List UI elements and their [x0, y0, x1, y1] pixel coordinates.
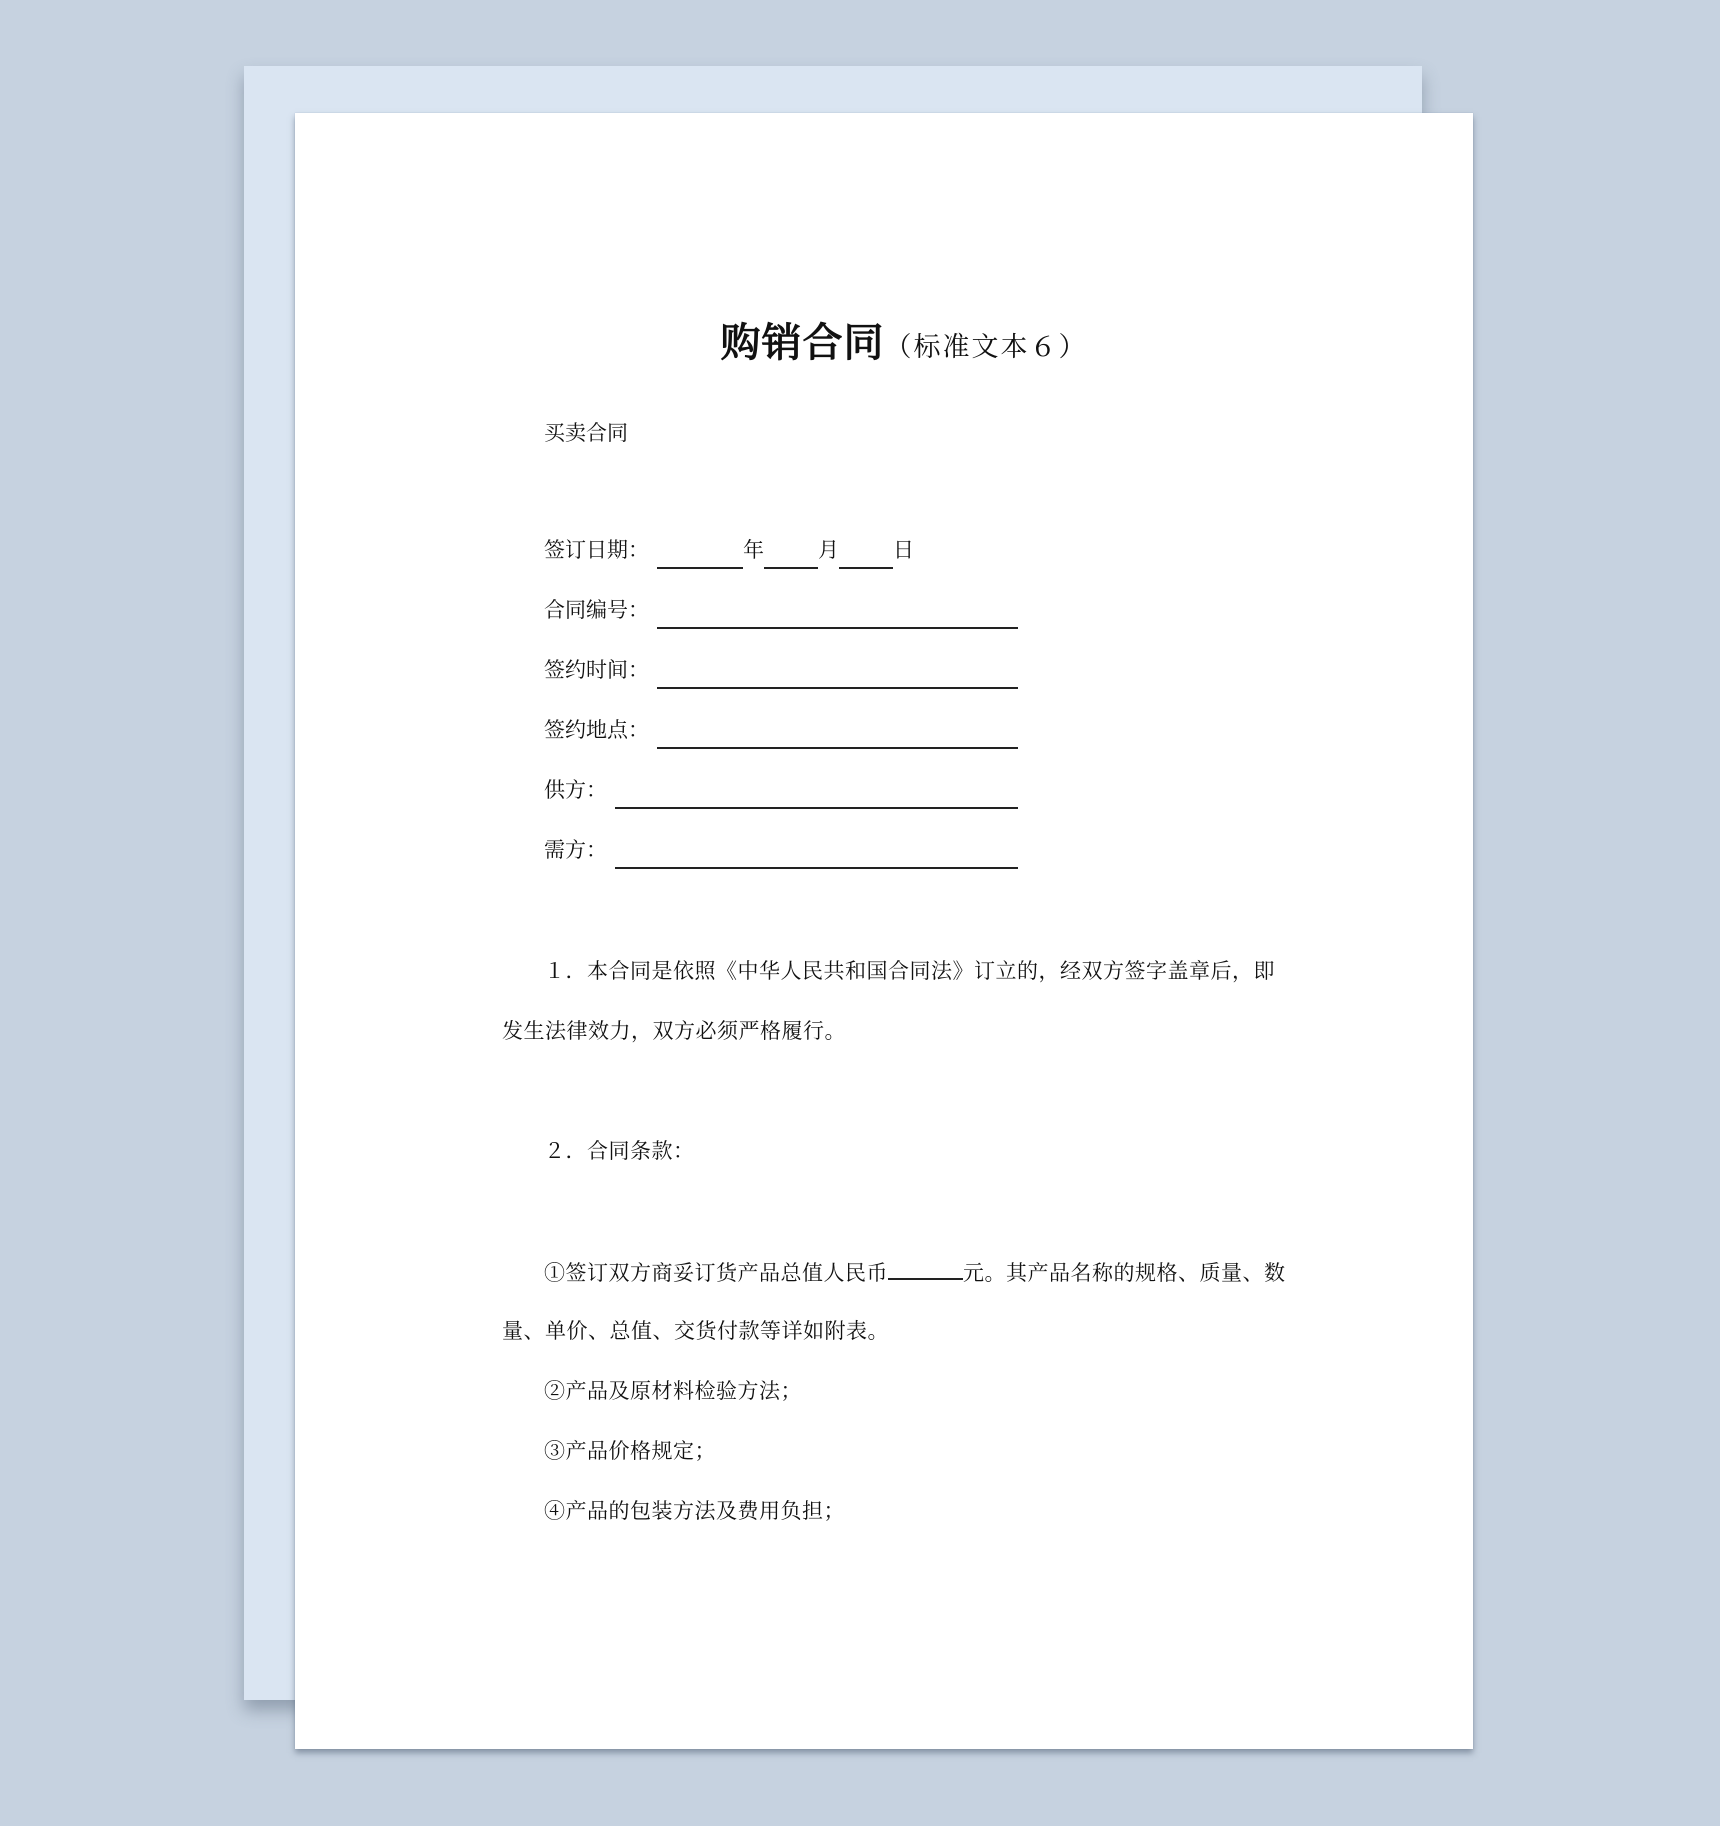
clause-1-line-1: １．本合同是依照《中华人民共和国合同法》订立的，经双方签字盖章后，即 — [544, 959, 1275, 983]
clause-2-heading: ２．合同条款： — [544, 1139, 695, 1163]
sign-time-blank[interactable] — [657, 663, 1018, 689]
sign-place-blank[interactable] — [657, 723, 1018, 749]
title-main: 购销合同 — [720, 320, 885, 366]
supplier-field — [544, 775, 1018, 805]
document-title — [295, 311, 1473, 368]
clause-2-item-1-continuation: 量、单价、总值、交货付款等详如附表。 — [502, 1319, 889, 1343]
clause-1-line-2: 发生法律效力，双方必须严格履行。 — [502, 1019, 846, 1043]
sign-date-year-blank[interactable] — [657, 543, 743, 569]
supplier-label: 供方： — [544, 778, 607, 802]
sign-place-field — [544, 715, 1018, 745]
month-unit: 月 — [818, 538, 839, 562]
sign-date-day-blank[interactable] — [839, 543, 893, 569]
clause-2-item-3: ③产品价格规定； — [544, 1439, 716, 1463]
total-value-blank[interactable] — [888, 1256, 963, 1280]
buyer-field — [544, 835, 1018, 865]
buyer-blank[interactable] — [615, 843, 1018, 869]
clause-2-item-1 — [544, 1256, 1286, 1288]
sign-date-field — [544, 535, 914, 565]
year-unit: 年 — [743, 538, 764, 562]
clause-2-item-4: ④产品的包装方法及费用负担； — [544, 1499, 845, 1523]
document-subtitle: 买卖合同 — [544, 421, 628, 445]
contract-no-label: 合同编号： — [544, 598, 649, 622]
sign-time-label: 签约时间： — [544, 658, 649, 682]
sign-date-label: 签订日期： — [544, 538, 649, 562]
document-page — [295, 113, 1473, 1749]
item-1-text-start: ①签订双方商妥订货产品总值人民币 — [544, 1261, 888, 1285]
item-1-text-end: 元。其产品名称的规格、质量、数 — [963, 1261, 1286, 1285]
buyer-label: 需方： — [544, 838, 607, 862]
contract-no-field — [544, 595, 1018, 625]
sign-time-field — [544, 655, 1018, 685]
contract-no-blank[interactable] — [657, 603, 1018, 629]
supplier-blank[interactable] — [615, 783, 1018, 809]
title-suffix: （标准文本６） — [884, 332, 1088, 363]
sign-place-label: 签约地点： — [544, 718, 649, 742]
day-unit: 日 — [893, 538, 914, 562]
clause-2-item-2: ②产品及原材料检验方法； — [544, 1379, 802, 1403]
sign-date-month-blank[interactable] — [764, 543, 818, 569]
